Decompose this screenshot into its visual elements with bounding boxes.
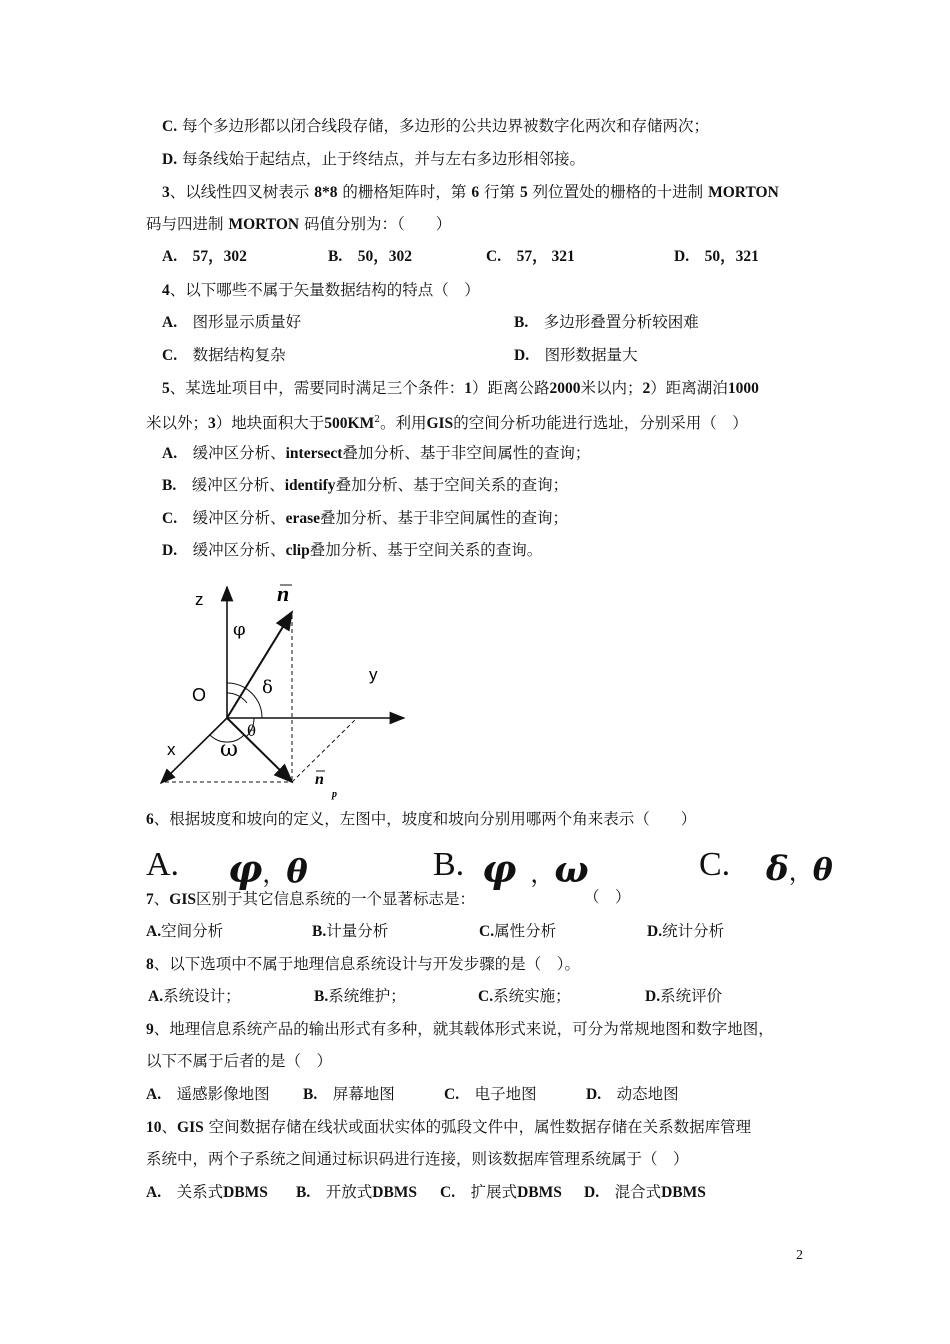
question-text: 2000	[549, 380, 581, 397]
option-label: A.	[162, 314, 178, 331]
option-b[interactable]	[296, 1182, 417, 1203]
option-text: clip	[285, 542, 310, 559]
option-d-line	[162, 149, 585, 170]
option-text: 开放式	[325, 1183, 373, 1201]
option-label: C.	[162, 510, 178, 527]
option-b-answer	[482, 846, 589, 895]
option-c-line	[162, 116, 709, 137]
option-text: 电子地图	[474, 1085, 537, 1103]
option-label: B.	[296, 1184, 311, 1201]
question-text: 8*8	[314, 184, 338, 201]
omega-label: ω	[220, 737, 238, 762]
option-label: B.	[514, 314, 529, 331]
option-text: 系统维护；	[328, 987, 406, 1005]
z-label: z	[195, 590, 204, 609]
question-6	[146, 809, 696, 830]
option-d[interactable]: D. 50，321	[674, 248, 759, 265]
question-10	[146, 1117, 751, 1138]
option-label: D.	[645, 988, 661, 1005]
question-text: 码值分别为：（ ）	[304, 215, 452, 233]
page-number: 2	[796, 1248, 803, 1263]
option-text: 遥感影像地图	[176, 1085, 270, 1103]
option-b[interactable]	[433, 845, 464, 885]
question-text: 列位置处的栅格的十进制	[532, 183, 704, 201]
option-text: DBMS	[517, 1184, 562, 1201]
question-text: 500KM	[324, 415, 375, 433]
option-text: erase	[285, 510, 321, 527]
option-c[interactable]	[478, 986, 571, 1007]
question-text: MORTON	[708, 184, 779, 201]
option-d[interactable]	[645, 986, 722, 1007]
option-d[interactable]	[584, 1182, 706, 1203]
comma: ，	[262, 862, 287, 888]
option-text: 图形数据量大	[544, 346, 638, 364]
option-c[interactable]	[699, 845, 730, 885]
question-number: 5	[162, 380, 170, 397]
question-5-option-c[interactable]	[162, 508, 568, 529]
option-label: D.	[647, 923, 663, 940]
option-text: 屏幕地图	[332, 1085, 395, 1103]
option-label: B.	[312, 923, 327, 940]
option-text: 缓冲区分析、	[192, 541, 286, 559]
delta-label: δ	[262, 677, 273, 698]
question-number: 7	[146, 891, 154, 908]
option-label: D.	[162, 151, 178, 168]
option-d[interactable]	[647, 921, 724, 942]
question-text: 码与四进制	[146, 215, 224, 233]
option-c[interactable]: C. 57， 321	[486, 248, 575, 265]
option-label: A.	[146, 1086, 162, 1103]
x-label: x	[167, 740, 176, 759]
option-label: B.	[162, 477, 177, 494]
option-text: 图形显示质量好	[192, 313, 302, 331]
question-number: 8	[146, 956, 154, 973]
option-text: 叠加分析、基于非空间属性的查询；	[342, 444, 591, 462]
option-text: DBMS	[372, 1184, 418, 1201]
option-text: 叠加分析、基于非空间属性的查询；	[320, 509, 569, 527]
option-label: A.	[162, 445, 178, 462]
option-text: 叠加分析、基于空间关系的查询。	[309, 541, 543, 559]
option-a[interactable]	[146, 1182, 268, 1203]
theta-symbol: θ	[286, 852, 308, 890]
question-9-line2: 以下不属于后者的是（ ）	[146, 1052, 333, 1070]
option-c[interactable]	[479, 921, 556, 942]
phi-symbol: φ	[482, 846, 517, 891]
question-number: 3	[162, 184, 170, 201]
option-a[interactable]	[162, 312, 301, 333]
question-3-line2	[146, 214, 451, 235]
question-10-line2: 系统中，两个子系统之间通过标识码进行连接，则该数据库管理系统属于（ ）	[146, 1150, 689, 1168]
question-text: 的栅格矩阵时，第	[342, 183, 467, 201]
question-text: 、以下哪些不属于矢量数据结构的特点（ ）	[169, 281, 480, 299]
option-text: 系统评价	[660, 987, 723, 1005]
option-label: C.	[479, 923, 495, 940]
option-text: 系统设计；	[163, 987, 241, 1005]
question-8	[146, 954, 580, 975]
question-text: 行第	[484, 183, 516, 201]
option-d[interactable]	[586, 1084, 679, 1105]
question-3	[162, 182, 779, 203]
option-b[interactable]	[314, 986, 406, 1007]
superscript: 2	[374, 415, 380, 425]
comma: ，	[530, 862, 555, 888]
option-text: identify	[284, 477, 336, 494]
question-text: GIS	[177, 1119, 204, 1136]
option-text: 每个多边形都以闭合线段存储，多边形的公共边界被数字化两次和存储两次；	[182, 117, 710, 135]
question-text: 。利用	[379, 414, 427, 433]
option-text: 混合式	[614, 1183, 662, 1201]
np-label: n	[315, 771, 324, 788]
option-text: 多边形叠置分析较困难	[543, 313, 699, 331]
option-text: 计量分析	[326, 922, 389, 940]
option-b[interactable]	[312, 921, 388, 942]
question-number: 10	[146, 1119, 162, 1136]
question-text: MORTON	[228, 216, 300, 233]
delta-symbol: δ	[766, 849, 789, 889]
phi-label: φ	[233, 619, 246, 640]
theta-symbol: θ	[812, 853, 833, 888]
question-text: 、	[161, 1118, 178, 1136]
option-label: C.	[444, 1086, 460, 1103]
question-text: 1	[464, 380, 473, 397]
option-text: 统计分析	[662, 922, 725, 940]
option-c[interactable]	[444, 1084, 537, 1105]
option-label: B.	[303, 1086, 318, 1103]
question-text: 、	[153, 890, 170, 908]
option-b[interactable]: B. 50，302	[328, 248, 412, 265]
question-text: 的空间分析功能进行选址，分别采用（ ）	[453, 414, 748, 433]
option-label: C.	[478, 988, 494, 1005]
option-label: A.	[146, 923, 162, 940]
option-label: A.	[148, 988, 164, 1005]
option-b[interactable]	[514, 312, 699, 333]
question-text: 5	[519, 184, 528, 201]
question-text: ）地块面积大于	[215, 414, 325, 433]
question-number: 9	[146, 1021, 154, 1038]
option-label: C.	[440, 1184, 456, 1201]
question-5	[162, 378, 759, 399]
comma: ，	[788, 860, 813, 886]
question-4	[162, 280, 480, 301]
question-6-options	[146, 845, 886, 893]
option-label: B.	[433, 846, 465, 883]
option-b[interactable]	[303, 1084, 395, 1105]
option-text: 系统实施；	[493, 987, 571, 1005]
question-number: 6	[146, 811, 154, 828]
option-label: C.	[162, 118, 178, 135]
option-text: 叠加分析、基于空间关系的查询；	[335, 476, 569, 494]
option-label: D.	[586, 1086, 602, 1103]
question-text: 米以外；	[146, 414, 209, 433]
slope-aspect-diagram	[150, 575, 420, 805]
question-text: 空间数据存储在线状或面状实体的弧段文件中，属性数据存储在关系数据库管理	[208, 1118, 752, 1136]
question-5-option-d[interactable]	[162, 540, 542, 561]
question-9	[146, 1019, 774, 1040]
question-number: 4	[162, 282, 170, 299]
option-label: D.	[162, 542, 178, 559]
question-text: 3	[208, 415, 216, 433]
question-5-option-a[interactable]	[162, 443, 590, 464]
option-label: C.	[699, 846, 731, 883]
option-label: B.	[314, 988, 329, 1005]
option-label: D.	[584, 1184, 600, 1201]
option-text: 每条线始于起结点，止于终结点，并与左右多边形相邻接。	[182, 150, 586, 168]
question-text: 、根据坡度和坡向的定义，左图中，坡度和坡向分别用哪两个角来表示（ ）	[153, 810, 697, 828]
option-c[interactable]	[162, 345, 286, 366]
option-a[interactable]	[146, 1084, 270, 1105]
option-d[interactable]	[514, 345, 638, 366]
question-text: 2	[642, 380, 651, 397]
option-label: D.	[514, 347, 530, 364]
question-text: ）距离公路	[472, 379, 550, 397]
option-label: C.	[162, 347, 178, 364]
answer-paren: （ ）	[584, 888, 631, 906]
question-7	[146, 889, 475, 910]
option-a[interactable]	[146, 845, 179, 885]
option-a[interactable]	[148, 986, 241, 1007]
option-text: 缓冲区分析、	[192, 509, 286, 527]
question-5-option-b[interactable]	[162, 475, 568, 496]
theta-label: θ	[247, 722, 257, 740]
question-text: 1000	[727, 380, 759, 397]
option-c-answer	[766, 849, 833, 893]
option-text: 属性分析	[494, 922, 557, 940]
question-text: GIS	[169, 891, 196, 908]
phi-symbol: φ	[228, 846, 263, 891]
question-text: 、某选址项目中，需要同时满足三个条件：	[169, 379, 465, 397]
question-text: 6	[471, 184, 480, 201]
np-subscript: p	[332, 789, 337, 800]
question-text: 区别于其它信息系统的一个显著标志是：	[195, 890, 475, 908]
question-text: 米以内；	[580, 379, 643, 397]
question-text: 、地理信息系统产品的输出形式有多种，就其载体形式来说，可分为常规地图和数字地图，	[153, 1020, 774, 1038]
option-text: 动态地图	[616, 1085, 679, 1103]
question-text: 、以线性四叉树表示	[169, 183, 310, 201]
y-label: y	[369, 665, 378, 684]
question-5-line2	[146, 410, 748, 434]
option-text: 关系式	[176, 1183, 224, 1201]
option-label: A.	[146, 846, 180, 883]
option-text: DBMS	[223, 1184, 268, 1201]
option-text: intersect	[285, 445, 343, 462]
option-label: A.	[146, 1184, 162, 1201]
option-text: 数据结构复杂	[192, 346, 286, 364]
option-a[interactable]	[146, 921, 223, 942]
option-text: 空间分析	[161, 922, 224, 940]
option-a[interactable]: A. 57，302	[162, 248, 247, 265]
option-text: 缓冲区分析、	[192, 444, 286, 462]
question-text: 、以下选项中不属于地理信息系统设计与开发步骤的是（ ）。	[153, 955, 581, 973]
option-text: 扩展式	[470, 1183, 518, 1201]
omega-symbol: ω	[554, 849, 589, 891]
option-text: DBMS	[661, 1184, 706, 1201]
question-text: GIS	[426, 415, 454, 433]
origin-label: O	[192, 685, 207, 705]
question-text: ）距离湖泊	[650, 379, 728, 397]
n-label: n	[277, 581, 290, 606]
option-text: 缓冲区分析、	[191, 476, 285, 494]
option-c[interactable]	[440, 1182, 562, 1203]
